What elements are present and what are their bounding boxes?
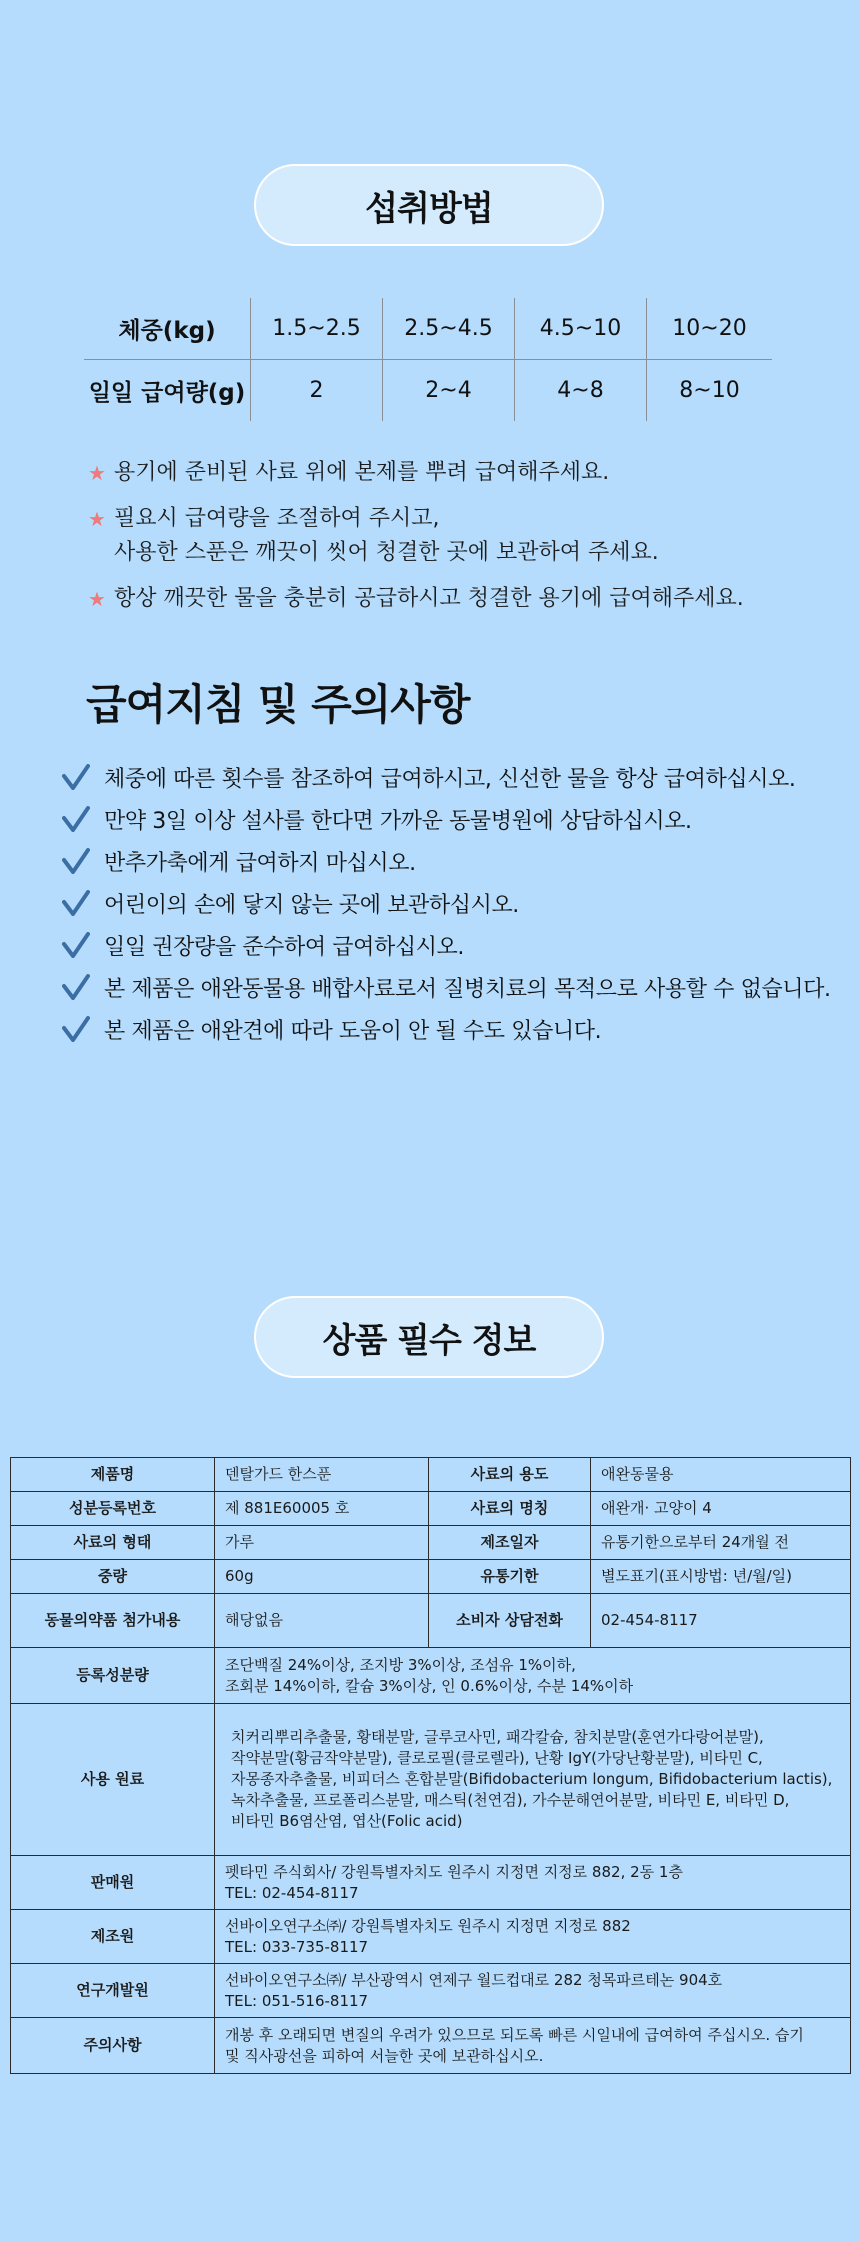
guideline-text: 어린이의 손에 닿지 않는 곳에 보관하십시오.: [104, 892, 519, 918]
daily-amount-label: 일일 급여량(g): [88, 380, 246, 406]
table-row: [11, 1458, 851, 1492]
info-value: 제 881E60005 호: [215, 1492, 429, 1526]
guidelines-list: [62, 756, 842, 1050]
info-value: 02-454-8117: [591, 1594, 851, 1648]
guideline-item: [62, 1008, 842, 1050]
instruction-item: [88, 582, 808, 616]
table-row: [11, 1526, 851, 1560]
info-label: 등록성분량: [11, 1648, 215, 1704]
info-value: 치커리뿌리추출물, 황태분말, 글루코사민, 패각칼슘, 참치분말(훈연가다랑어분말), 작약분말(황금작약분말), 클로로필(클로렐라), 난황 IgY(가당난황분말), 비타민 C, 자몽종자추출물, 비피더스 혼합분말(Bifidobacterium longum, Bifidobacterium lactis), 녹차추출물, 프로폴리스분말, 매스틱(천연검), 가수분해연어분말, 비타민 E, 비타민 D, 비타민 B6염산염, 엽산(Folic acid): [215, 1704, 851, 1856]
product-info-title-pill: [254, 1296, 604, 1378]
guideline-item: [62, 966, 842, 1008]
info-value: 개봉 후 오래되면 변질의 우려가 있으므로 되도록 빠른 시일내에 급여하여 주십시오. 습기 및 직사광선을 피하여 서늘한 곳에 보관하십시오.: [215, 2018, 851, 2074]
checkmark-icon: [62, 806, 104, 832]
guideline-text: 체중에 따른 횟수를 참조하여 급여하시고, 신선한 물을 항상 급여하십시오.: [104, 766, 796, 792]
info-label: 판매원: [11, 1856, 215, 1910]
product-info-title: 상품 필수 정보: [322, 1320, 536, 1361]
info-label: 소비자 상담전화: [429, 1594, 591, 1648]
dosage-table: [84, 298, 772, 420]
info-label: 성분등록번호: [11, 1492, 215, 1526]
info-value: 애완개· 고양이 4: [591, 1492, 851, 1526]
dosage-header-row: [84, 298, 772, 359]
intake-title: 섭취방법: [365, 188, 493, 229]
star-icon: ★: [88, 587, 106, 611]
dosage-amount-row: [84, 359, 772, 421]
guideline-item: [62, 924, 842, 966]
instruction-text: 용기에 준비된 사료 위에 본제를 뿌려 급여해주세요.: [114, 460, 610, 485]
info-label: 연구개발원: [11, 1964, 215, 2018]
info-label: 중량: [11, 1560, 215, 1594]
guideline-text: 본 제품은 애완동물용 배합사료로서 질병치료의 목적으로 사용할 수 없습니다.: [104, 976, 831, 1002]
weight-cell: 1.5~2.5: [250, 298, 382, 359]
info-value: 가루: [215, 1526, 429, 1560]
intake-title-pill: [254, 164, 604, 246]
guideline-text: 만약 3일 이상 설사를 한다면 가까운 동물병원에 상담하십시오.: [104, 808, 692, 834]
info-label: 사용 원료: [11, 1704, 215, 1856]
guideline-text: 일일 권장량을 준수하여 급여하십시오.: [104, 934, 465, 960]
table-row: [11, 1910, 851, 1964]
instruction-text: 항상 깨끗한 물을 충분히 공급하시고 청결한 용기에 급여해주세요.: [114, 586, 744, 611]
star-icon: ★: [88, 461, 106, 485]
table-row: [11, 1704, 851, 1856]
table-row: [11, 1648, 851, 1704]
info-value: 별도표기(표시방법: 년/월/일): [591, 1560, 851, 1594]
info-value: 조단백질 24%이상, 조지방 3%이상, 조섬유 1%이하, 조회분 14%이하, 칼슘 3%이상, 인 0.6%이상, 수분 14%이하: [215, 1648, 851, 1704]
product-info-table: [10, 1457, 851, 2074]
info-label: 동물의약품 첨가내용: [11, 1594, 215, 1648]
guideline-item: [62, 798, 842, 840]
guidelines-title: 급여지침 및 주의사항: [86, 680, 470, 729]
info-value: 선바이오연구소㈜/ 강원특별자치도 원주시 지정면 지정로 882 TEL: 033-735-8117: [215, 1910, 851, 1964]
guideline-item: [62, 882, 842, 924]
intake-instructions: [88, 456, 808, 628]
info-label: 제조일자: [429, 1526, 591, 1560]
checkmark-icon: [62, 974, 104, 1000]
checkmark-icon: [62, 764, 104, 790]
checkmark-icon: [62, 890, 104, 916]
weight-label: 체중(kg): [118, 318, 216, 344]
guideline-text: 반추가축에게 급여하지 마십시오.: [104, 850, 416, 876]
weight-cell: 10~20: [646, 298, 772, 359]
instruction-item: [88, 456, 808, 490]
info-label: 제품명: [11, 1458, 215, 1492]
info-value: 덴탈가드 한스푼: [215, 1458, 429, 1492]
guideline-item: [62, 756, 842, 798]
info-label: 사료의 형태: [11, 1526, 215, 1560]
weight-cell: 2.5~4.5: [382, 298, 514, 359]
info-label: 제조원: [11, 1910, 215, 1964]
table-row: [11, 1594, 851, 1648]
table-row: [11, 1492, 851, 1526]
info-value: 60g: [215, 1560, 429, 1594]
info-value: 해당없음: [215, 1594, 429, 1648]
weight-cell: 4.5~10: [514, 298, 646, 359]
guideline-item: [62, 840, 842, 882]
checkmark-icon: [62, 848, 104, 874]
star-icon: ★: [88, 507, 106, 531]
instruction-item: [88, 502, 808, 570]
amount-cell: 2: [250, 360, 382, 421]
checkmark-icon: [62, 932, 104, 958]
info-label: 사료의 용도: [429, 1458, 591, 1492]
info-label: 사료의 명칭: [429, 1492, 591, 1526]
amount-cell: 2~4: [382, 360, 514, 421]
amount-cell: 8~10: [646, 360, 772, 421]
info-label: 주의사항: [11, 2018, 215, 2074]
instruction-text: 필요시 급여량을 조절하여 주시고, 사용한 스푼은 깨끗이 씻어 청결한 곳에 보관하여 주세요.: [114, 506, 659, 565]
table-row: [11, 1856, 851, 1910]
table-row: [11, 1964, 851, 2018]
info-label: 유통기한: [429, 1560, 591, 1594]
info-value: 펫타민 주식회사/ 강원특별자치도 원주시 지정면 지정로 882, 2동 1층 TEL: 02-454-8117: [215, 1856, 851, 1910]
table-row: [11, 2018, 851, 2074]
guideline-text: 본 제품은 애완견에 따라 도움이 안 될 수도 있습니다.: [104, 1018, 602, 1044]
table-row: [11, 1560, 851, 1594]
checkmark-icon: [62, 1016, 104, 1042]
amount-cell: 4~8: [514, 360, 646, 421]
info-value: 선바이오연구소㈜/ 부산광역시 연제구 월드컵대로 282 청목파르테논 904호 TEL: 051-516-8117: [215, 1964, 851, 2018]
info-value: 유통기한으로부터 24개월 전: [591, 1526, 851, 1560]
info-value: 애완동물용: [591, 1458, 851, 1492]
